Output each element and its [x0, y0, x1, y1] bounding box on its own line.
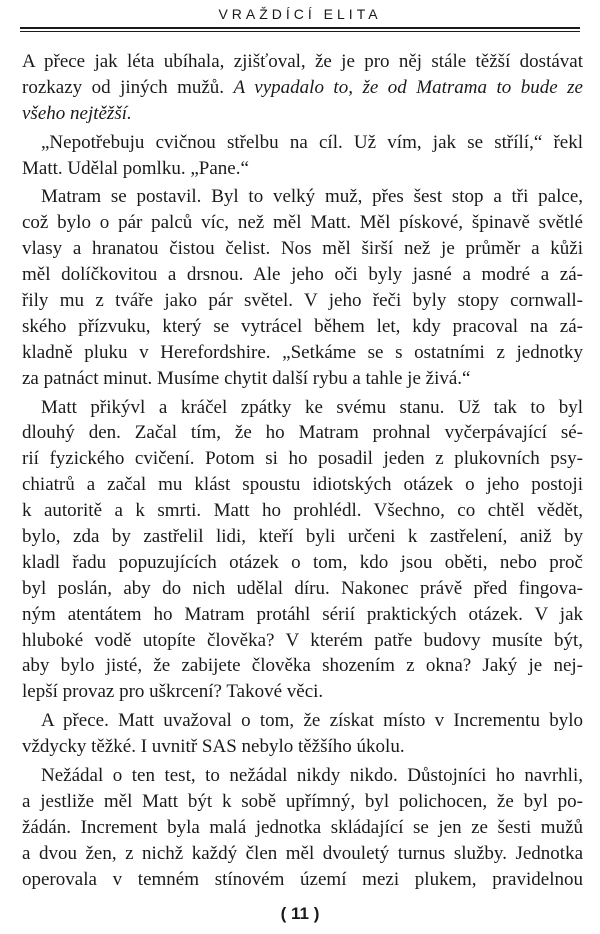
paragraph — [22, 130, 583, 182]
text-line — [22, 789, 583, 815]
text-line — [22, 841, 583, 867]
book-title: VRAŽDÍCÍ ELITA — [218, 6, 382, 22]
text-line — [22, 550, 583, 576]
text-line — [22, 366, 583, 392]
header-rule — [20, 27, 580, 29]
text-line — [22, 262, 583, 288]
line-text: k autoritě a k smrti. Matt ho prohlédl. Všechno, co chtěl vědět, — [22, 500, 583, 522]
text-line — [22, 314, 583, 340]
text-line — [22, 867, 583, 893]
text-line — [22, 602, 583, 628]
line-text: Matt přikývl a kráčel zpátky ke svému stanu. Už tak to byl — [41, 396, 583, 418]
header-rule-thin — [20, 31, 580, 32]
line-text: což bylo o pár palců víc, než měl Matt. Měl pískové, špinavě světlé — [22, 212, 583, 234]
line-text: za patnáct minut. Musíme chytit další rybu a tahle je živá.“ — [22, 367, 471, 389]
running-header — [0, 0, 600, 34]
text-line — [22, 446, 583, 472]
line-text-italic: všeho nejtěžší. — [22, 102, 132, 124]
paragraph — [22, 395, 583, 706]
text-line — [22, 395, 583, 421]
paragraph — [22, 763, 583, 892]
line-text: operovala v temném stínovém území mezi plukem, pravidelnou — [22, 868, 583, 890]
line-text: vlasy a hranatou čistou čelist. Nos měl širší než je průměr a kůži — [22, 238, 583, 260]
text-line — [22, 156, 583, 182]
line-text: hluboké vodě utopíte člověka? V kterém patře budovy musíte být, — [22, 629, 583, 651]
line-text: kladně pluku v Herefordshire. „Setkáme se s ostatními z jednotky — [22, 341, 583, 363]
line-text: rozkazy od jiných mužů. — [22, 76, 234, 98]
text-line — [22, 708, 583, 734]
line-text: „Nepotřebuju cvičnou střelbu na cíl. Už vím, jak se střílí,“ řekl — [41, 131, 583, 153]
line-text: řily mu z tváře jako pár světel. V jeho řeči byly stopy cornwall- — [22, 290, 583, 312]
book-text — [22, 49, 583, 893]
paragraph — [22, 708, 583, 760]
line-text: dlouhý den. Začal tím, že ho Matram prohnal vyčerpávající sé- — [22, 422, 583, 444]
text-line — [22, 210, 583, 236]
text-line — [22, 763, 583, 789]
line-text: Matram se postavil. Byl to velký muž, přes šest stop a tři palce, — [41, 186, 583, 208]
line-text: kladl řadu popuzujících otázek o tom, kdo jsou oběti, nebo proč — [22, 551, 583, 573]
line-text: bylo, zda by zastřelil lidi, kteří byli určeni k zastřelení, aniž by — [22, 526, 583, 548]
text-line — [22, 498, 583, 524]
line-text: ského přízvuku, který se vytrácel během let, kdy pracoval na zá- — [22, 315, 583, 337]
text-line — [22, 472, 583, 498]
paragraph — [22, 184, 583, 391]
line-text: měl dolíčkovitou a drsnou. Ale jeho oči byly jasné a modré a zá- — [22, 264, 583, 286]
line-text: rií fyzického cvičení. Potom si ho posadil jeden z plukovních psy- — [22, 448, 583, 470]
line-text: vždycky těžké. I uvnitř SAS nebylo těžšího úkolu. — [22, 736, 405, 758]
text-line — [22, 420, 583, 446]
text-line — [22, 576, 583, 602]
line-text: Nežádal o ten test, to nežádal nikdy nikdo. Důstojníci ho navrhli, — [41, 765, 583, 787]
line-text: a jestliže měl Matt být k sobě upřímný, byl polichocen, že byl po- — [22, 790, 583, 812]
line-text: chiatrů a začal mu klást spoustu idiotských otázek o jeho postoji — [22, 474, 583, 496]
text-line — [22, 815, 583, 841]
text-line — [22, 49, 583, 75]
text-line — [22, 236, 583, 262]
line-text: byl poslán, aby do nich udělal díru. Nakonec právě před fingova- — [22, 577, 583, 599]
line-text: žádán. Increment byla malá jednotka skládající se jen ze šesti mužů — [22, 816, 583, 838]
text-line — [22, 340, 583, 366]
page-number: ( 11 ) — [280, 904, 320, 923]
line-text-italic: A vypadalo to, že od Matrama to bude ze — [233, 76, 583, 98]
line-text: aby bylo jisté, že zabijete člověka shozením z okna? Jaký je nej- — [22, 655, 583, 677]
text-line — [22, 628, 583, 654]
text-line — [22, 288, 583, 314]
text-line — [22, 101, 583, 127]
paragraph — [22, 49, 583, 127]
line-text: lepší provaz pro uškrcení? Takové věci. — [22, 681, 324, 703]
text-line — [22, 524, 583, 550]
line-text: Matt. Udělal pomlku. „Pane.“ — [22, 157, 249, 179]
text-line — [22, 75, 583, 101]
text-line — [22, 679, 583, 705]
line-text: A přece. Matt uvažoval o tom, že získat místo v Incrementu bylo — [41, 710, 583, 732]
line-text: ným atentátem ho Matram protáhl sérií praktických otázek. V jak — [22, 603, 583, 625]
text-line — [22, 184, 583, 210]
line-text: A přece jak léta ubíhala, zjišťoval, že je pro něj stále těžší dostávat — [22, 51, 583, 72]
line-text: a dvou žen, z nichž každý člen měl dvouletý turnus služby. Jednotka — [22, 842, 583, 864]
text-line — [22, 653, 583, 679]
text-line — [22, 130, 583, 156]
text-line — [22, 734, 583, 760]
